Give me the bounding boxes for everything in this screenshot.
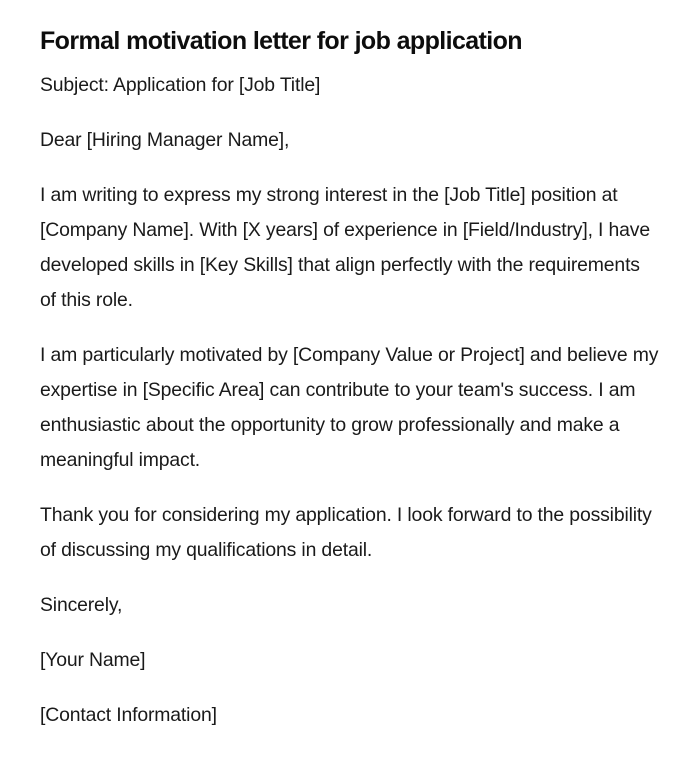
salutation: Dear [Hiring Manager Name], xyxy=(40,129,290,151)
signature-name: [Your Name] xyxy=(40,649,146,671)
body-paragraph-motivation: I am particularly motivated by [Company Value or Project] and believe my expertise in [Specific Area] can contribute to your team's success. I am enthusiastic about the opportunity to grow professionally and make a meaningful impact. xyxy=(40,344,659,471)
subject-line: Subject: Application for [Job Title] xyxy=(40,74,321,96)
body-paragraph-intro: I am writing to express my strong interest in the [Job Title] position at [Company Name]. With [X years] of experience in [Field/Industry], I have developed skills in [Key Skills] that align perfectly with the requirements of this role. xyxy=(40,184,650,311)
body-paragraph-closing: Thank you for considering my application. I look forward to the possibility of discussing my qualifications in detail. xyxy=(40,504,652,561)
signature-contact: [Contact Information] xyxy=(40,704,217,726)
document-title: Formal motivation letter for job application xyxy=(40,27,522,55)
sign-off: Sincerely, xyxy=(40,594,123,616)
